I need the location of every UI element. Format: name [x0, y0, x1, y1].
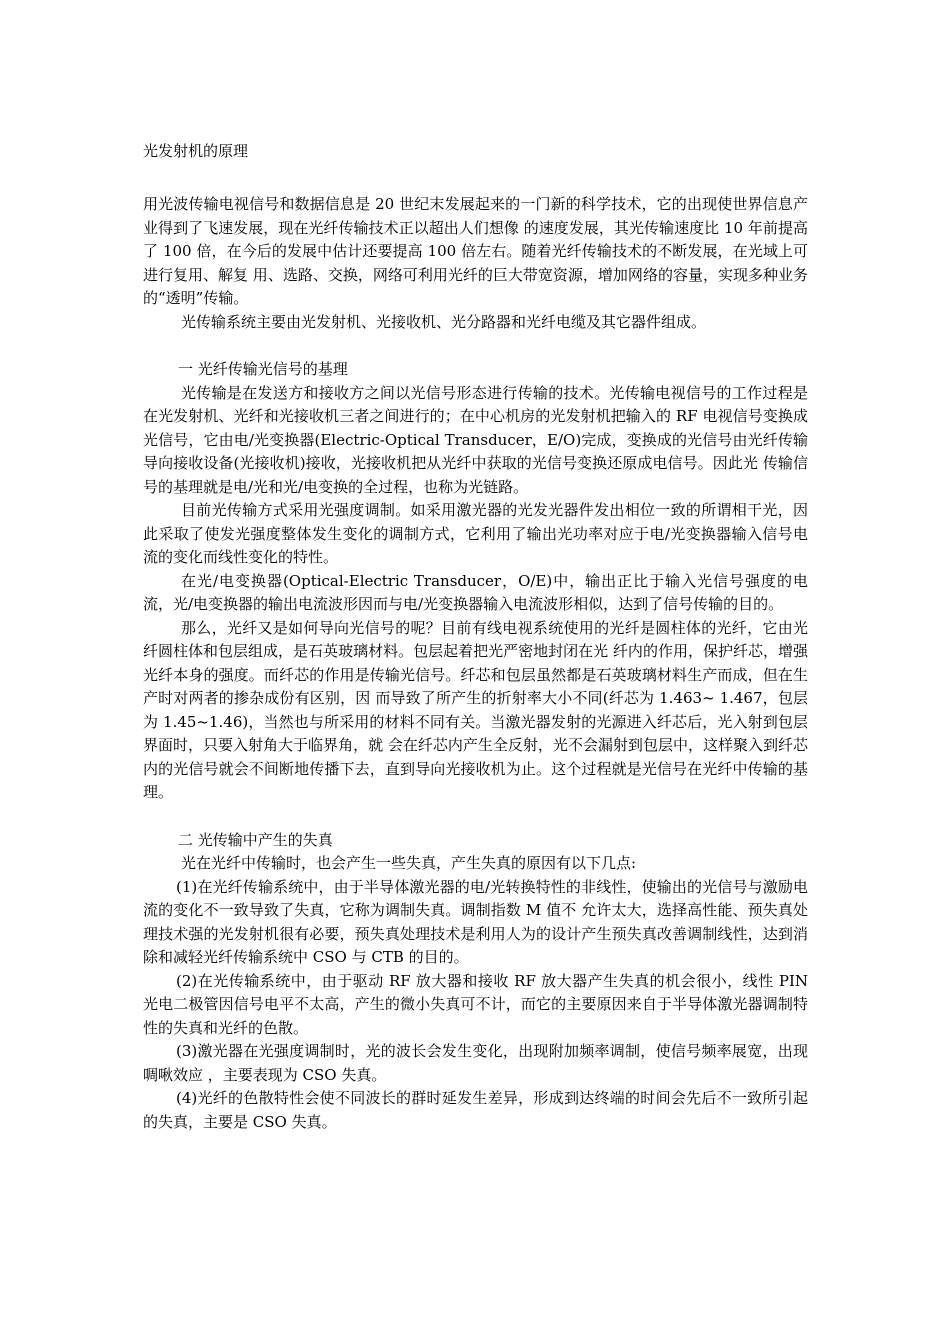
section-gap [143, 805, 808, 829]
section2-heading: 二 光传输中产生的失真 [178, 830, 333, 849]
document-title: 光发射机的原理 [143, 142, 249, 160]
section1-paragraph-2: 目前光传输方式采用光强度调制。如采用激光器的光发光器件发出相位一致的所谓相干光，因此采取了使发光强度整体发生变化的调制方式，它利用了输出光功率对应于电/光变换器输入信号电流的变化而线性变化的特性。 [143, 501, 808, 566]
section2-item-4: (4)光纤的色散特性会使不同波长的群时延发生差异，形成到达终端的时间会先后不一致所引起的失真，主要是 CSO 失真。 [143, 1089, 808, 1131]
intro-summary-paragraph: 光传输系统主要由光发射机、光接收机、光分路器和光纤电缆及其它器件组成。 [181, 312, 707, 331]
section2-intro-paragraph: 光在光纤中传输时，也会产生一些失真，产生失真的原因有以下几点: [181, 854, 637, 872]
section2-item-2: (2)在光传输系统中，由于驱动 RF 放大器和接收 RF 放大器产生失真的机会很小，线性 PIN 光电二极管因信号电平不太高，产生的微小失真可不计，而它的主要原因来自于半导体激光器调制特性的失真和光纤的色散。 [143, 971, 808, 1037]
section2-item-3: (3)激光器在光强度调制时，光的波长会发生变化，出现附加频率调制，使信号频率展宽，出现啁啾效应 ，主要表现为 CSO 失真。 [143, 1042, 808, 1084]
section1-paragraph-1: 光传输是在发送方和接收方之间以光信号形态进行传输的技术。光传输电视信号的工作过程是在光发射机、光纤和光接收机三者之间进行的；在中心机房的光发射机把输入的 RF 电视信号变换成光信号，它由电/光变换器(Electric-Optical Transducer，E/O)完成，变换成的光信号由光纤传输导向接收设备(光接收机)接收，光接收机把从光纤中获取的光信号变换还原成电信号。因此光 传输信号的基理就是电/光和光/电变换的全过程，也称为光链路。 [143, 383, 808, 496]
section-gap [143, 334, 808, 358]
section1-heading: 一 光纤传输光信号的基理 [178, 360, 348, 378]
intro-paragraph: 用光波传输电视信号和数据信息是 20 世纪末发展起来的一门新的科学技术，它的出现使世界信息产业得到了飞速发展，现在光纤传输技术正以超出人们想像 的速度发展，其光传输速度比 10 年前提高了 100 倍，在今后的发展中估计还要提高 100 倍左右。随着光纤传输技术的不断发展，在光域上可进行复用、解复 用、选路、交换，网络可利用光纤的巨大带宽资源，增加网络的容量，实现多种业务的“透明”传输。 [143, 195, 808, 307]
section1-paragraph-3: 在光/电变换器(Optical-Electric Transducer，O/E)中，输出正比于输入光信号强度的电流，光/电变换器的输出电流波形因而与电/光变换器输入电流波形相似，达到了信号传输的目的。 [143, 571, 808, 613]
document-page [143, 139, 808, 1134]
section1-paragraph-4: 那么，光纤又是如何导向光信号的呢？目前有线电视系统使用的光纤是圆柱体的光纤，它由光纤圆柱体和包层组成，是石英玻璃材料。包层起着把光严密地封闭在光 纤内的作用，保护纤芯，增强光纤本身的强度。而纤芯的作用是传输光信号。纤芯和包层虽然都是石英玻璃材料生产而成，但在生产时对两者的掺杂成份有区别，因 而导致了所产生的折射率大小不同(纤芯为 1.463~ 1.467，包层为 1.45~1.46)，当然也与所采用的材料不同有关。当激光器发射的光源进入纤芯后，光入射到包层界面时，只要入射角大于临界角，就 会在纤芯内产生全反射，光不会漏射到包层中，这样聚入到纤芯内的光信号就会不间断地传播下去，直到导向光接收机为止。这个过程就是光信号在光纤中传输的基 理。 [143, 618, 808, 801]
section2-item-1: (1)在光纤传输系统中，由于半导体激光器的电/光转换特性的非线性，使输出的光信号与激励电流的变化不一致导致了失真，它称为调制失真。调制指数 M 值不 允许太大，选择高性能、预失真处理技术强的光发射机很有必要，预失真处理技术是利用人为的设计产生预失真改善调制线性，达到消除和减轻光纤传输系统中 CSO 与 CTB 的目的。 [143, 877, 808, 966]
